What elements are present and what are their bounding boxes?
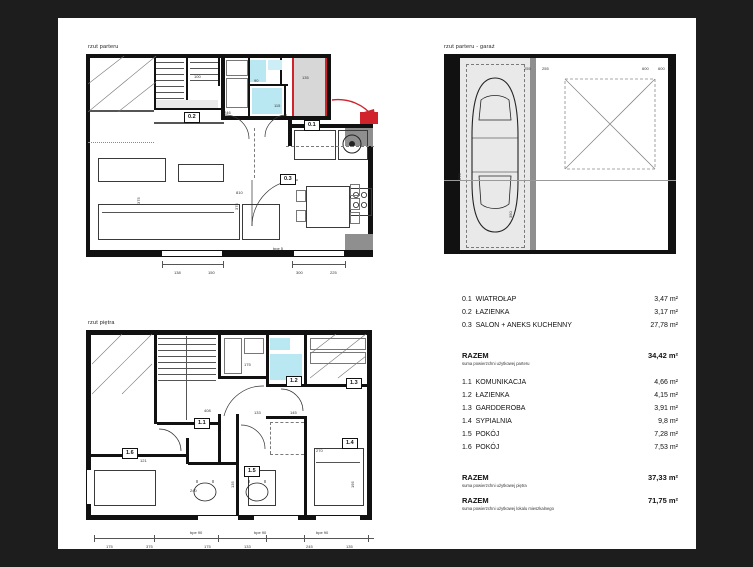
legend-row: [462, 428, 678, 441]
room-tag-0-1: 0.1: [304, 120, 320, 131]
ground-total-row: [462, 350, 678, 361]
grand-total-note: suma powierzchni użytkowej lokalu mieszkalnego: [462, 506, 554, 511]
legend-row: [462, 389, 678, 402]
tv-unit: [98, 158, 166, 182]
storage-cross: [564, 78, 656, 170]
legend-name: KOMUNIKACJA: [475, 379, 527, 386]
legend-name: GARDDEROBA: [475, 405, 526, 412]
door-swing-1: [250, 178, 300, 228]
legend-name: SALON + ANEKS KUCHENNY: [475, 322, 572, 329]
first-total-note: suma powierzchni użytkowej piętra: [462, 483, 527, 488]
window-bottom-2: [294, 251, 344, 256]
grand-total-value: 71,75 m²: [647, 496, 678, 505]
entry-marker-2: [325, 58, 327, 116]
washbasin-first: [270, 338, 290, 350]
shower-first: [224, 338, 242, 374]
window-f-4: [87, 470, 91, 504]
legend-code: 1.1: [462, 379, 472, 386]
room-tag-1-1: 1.1: [194, 418, 210, 429]
first-floor-title: rzut piętra: [88, 320, 115, 326]
desk-icon-1: [244, 480, 270, 504]
legend-name: WIATROŁAP: [475, 296, 517, 303]
legend-area: 7,53 m²: [654, 444, 678, 451]
sofa: [98, 204, 240, 240]
garage-title: rzut parteru - garaż: [444, 44, 495, 50]
dining-table: [306, 186, 350, 228]
legend-area: 3,47 m²: [654, 296, 678, 303]
legend-name: POKÓJ: [475, 444, 500, 451]
legend-area: 3,91 m²: [654, 405, 678, 412]
legend-area: 7,28 m²: [654, 431, 678, 438]
legend-code: 0.2: [462, 309, 472, 316]
window-f-2: [254, 516, 298, 520]
legend-row: [462, 293, 678, 306]
window-left-1: [92, 124, 96, 170]
window-bottom-1: [162, 251, 222, 256]
door-swing-2: [224, 114, 250, 140]
sheet-area: rzut parteru 0.2 0.1 0.3 246 100 90 115 135 810 bpe 5 375 375 138 150 300 225 rzut parteru - garaż 255 255 600 600 575 350 rzut piętra 1.1 1.2 1.3 1.4 1.5 1.6 408 133 175 145 270 121 240 195 135 bpe 90 bpe 90 bpe 90 175 375 175 133 245 135 0.1 WIATROŁAP 3,47 m² 0.2 ŁAZIENKA 3,17 m² 0.3 SALON + ANEKS KUCHENNY 27,78 m² RAZEM 34,42 m² suma powierzchni użytkowej parteru 1.1 KOMUNIKACJA 4,66 m² 1.2 ŁAZIENKA 4,15 m² 1.3 GARDDEROBA 3,91 m² 1.4 SYPIALNIA 9,8 m² 1.5 POKÓJ 7,28 m² 1.6 POKÓJ 7,53 m² RAZEM 37,33 m² suma powierzchni użytkowej piętra RAZEM 71,75 m² suma powierzchni użytkowej lokalu mieszkalnego: [58, 18, 696, 549]
room-tag-1-3: 1.3: [346, 378, 362, 389]
washbasin-ground: [268, 60, 282, 70]
first-total-label: RAZEM: [462, 473, 489, 482]
room-tag-0-2: 0.2: [184, 112, 200, 123]
door-swing-3: [264, 114, 288, 138]
window-f-1: [198, 516, 238, 520]
legend-area: 27,78 m²: [650, 322, 678, 329]
legend-row: [462, 306, 678, 319]
window-f-3: [316, 516, 360, 520]
legend-name: SYPIALNIA: [475, 418, 512, 425]
room-tag-1-4: 1.4: [342, 438, 358, 449]
legend-area: 4,66 m²: [654, 379, 678, 386]
wc-ground: [226, 60, 248, 76]
bed-1-4: [314, 448, 364, 506]
window-left-2: [92, 196, 96, 236]
first-total-row: [462, 472, 678, 483]
door-swing-5: [240, 424, 266, 450]
legend-code: 1.2: [462, 392, 472, 399]
right-margin-bar: [696, 0, 753, 567]
grand-total-label: RAZEM: [462, 496, 489, 505]
entry-hall-fill: [294, 58, 326, 116]
legend-name: POKÓJ: [475, 431, 500, 438]
legend-row: [462, 415, 678, 428]
ground-total-value: 34,42 m²: [647, 351, 678, 360]
bottom-margin-bar: [58, 549, 696, 567]
legend-area: 4,15 m²: [654, 392, 678, 399]
legend-area: 3,17 m²: [654, 309, 678, 316]
legend-code: 1.6: [462, 444, 472, 451]
wardrobe-shelf-2: [310, 352, 366, 364]
first-total-value: 37,33 m²: [647, 473, 678, 482]
kitchen-counter: [294, 130, 336, 160]
coffee-table: [178, 164, 224, 182]
legend-row: [462, 441, 678, 454]
hatch-first-1: [92, 334, 154, 396]
area-legend: [462, 293, 678, 512]
legend-code: 1.5: [462, 431, 472, 438]
legend-name: ŁAZIENKA: [475, 392, 510, 399]
left-margin-bar: [0, 0, 58, 567]
room-tag-1-5: 1.5: [244, 466, 260, 477]
legend-area: 9,8 m²: [658, 418, 678, 425]
legend-name: ŁAZIENKA: [475, 309, 510, 316]
ground-floor-title: rzut parteru: [88, 44, 119, 50]
door-swing-6: [280, 388, 304, 412]
room-tag-0-3: 0.3: [280, 174, 296, 185]
wardrobe-shelf: [310, 338, 366, 350]
room-tag-1-6: 1.6: [122, 448, 138, 459]
cabinet-ground: [226, 78, 248, 108]
door-swing-7: [158, 428, 182, 452]
bed-1-6: [94, 470, 156, 506]
ground-total-label: RAZEM: [462, 351, 489, 360]
grand-total-row: [462, 495, 678, 506]
sink-icon: [340, 132, 364, 156]
ground-total-note: suma powierzchni użytkowej parteru: [462, 361, 530, 366]
hatch-ground: [88, 56, 158, 112]
bathtub-ground: [252, 88, 282, 114]
entry-marker: [292, 58, 294, 116]
entrance-arrow-icon: [330, 96, 382, 128]
legend-row: [462, 376, 678, 389]
legend-code: 0.3: [462, 322, 472, 329]
legend-code: 1.3: [462, 405, 472, 412]
car-icon: [464, 76, 526, 236]
top-margin-bar: [58, 0, 696, 18]
legend-row: [462, 402, 678, 415]
legend-code: 0.1: [462, 296, 472, 303]
room-tag-1-2: 1.2: [286, 376, 302, 387]
legend-code: 1.4: [462, 418, 472, 425]
wc-first: [244, 338, 264, 354]
legend-row: [462, 319, 678, 332]
